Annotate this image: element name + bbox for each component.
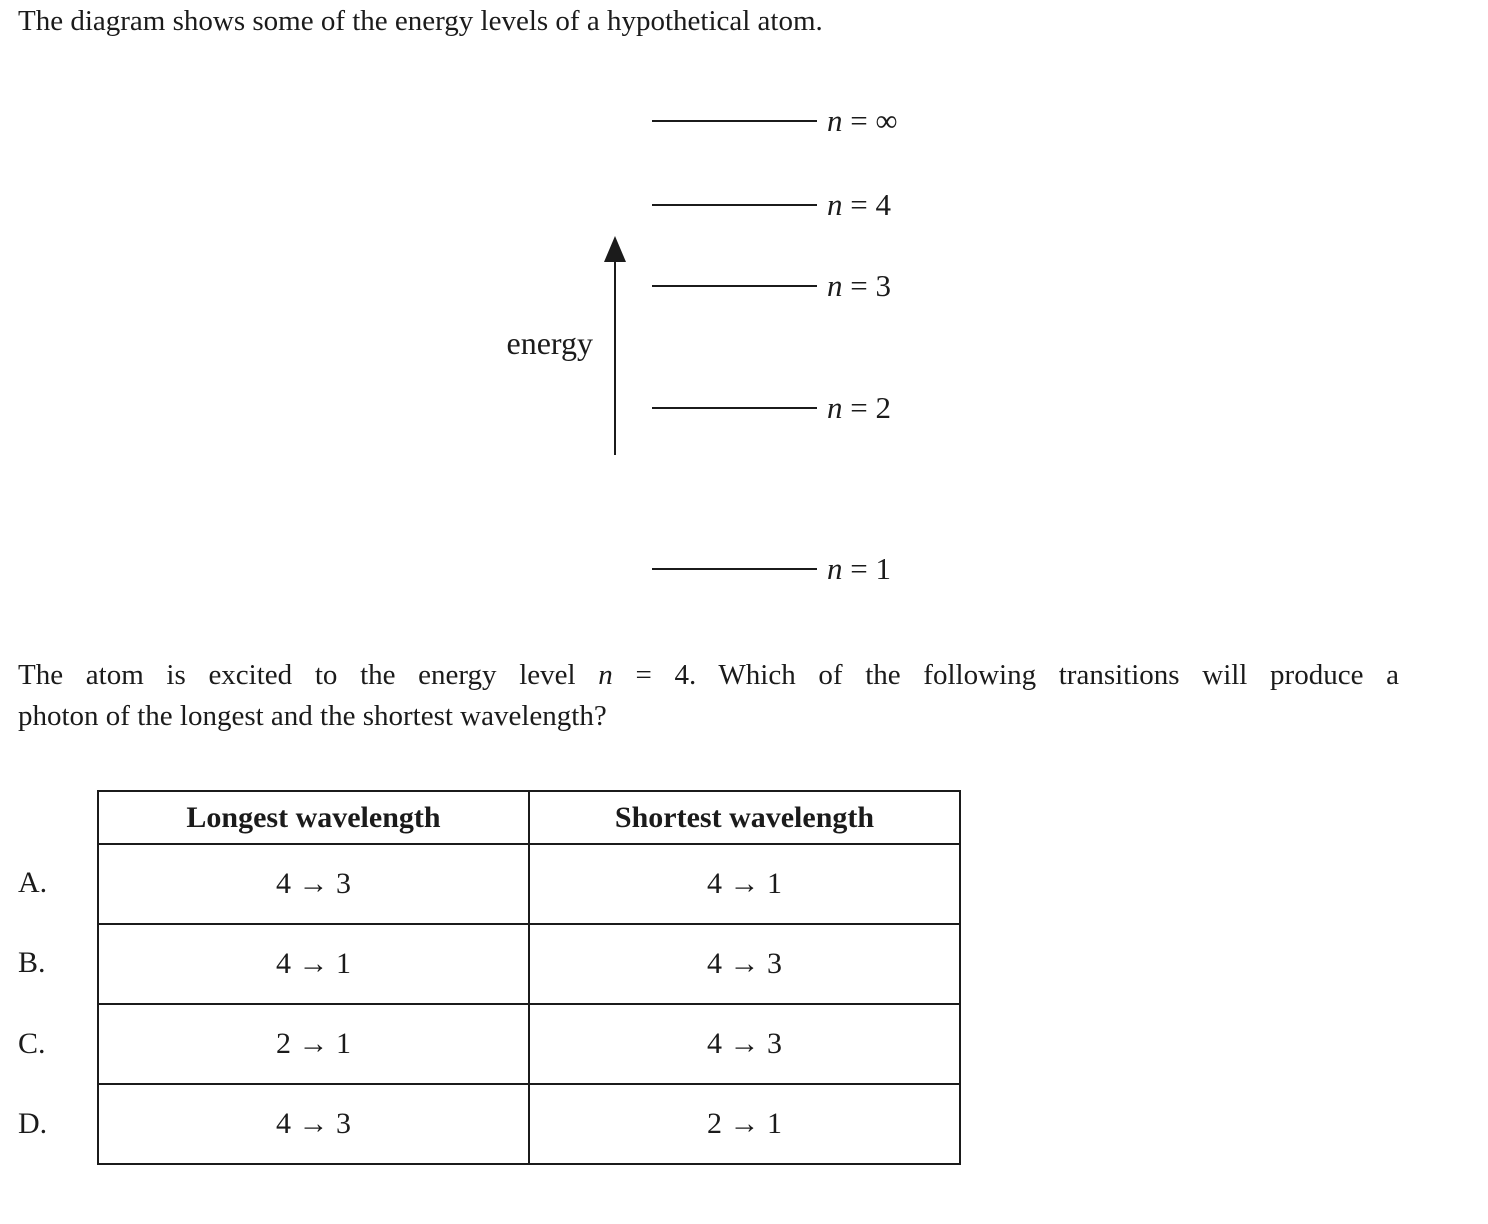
cell-d-shortest: 2 → 1 <box>529 1084 960 1164</box>
level-var: n <box>827 103 843 138</box>
level-var: n <box>827 187 843 222</box>
option-letter-c: C. <box>18 1027 46 1060</box>
level-line-2 <box>652 407 817 409</box>
energy-axis-label: energy <box>506 325 593 361</box>
options-table <box>97 790 961 1165</box>
level-label-3 <box>827 266 891 306</box>
question-pre: The atom is excited to the energy level <box>18 659 599 691</box>
question-text <box>18 655 1399 737</box>
level-value: = 2 <box>842 390 891 425</box>
cell-c-shortest: 4 → 3 <box>529 1004 960 1084</box>
level-value: = 1 <box>842 551 891 586</box>
table-row-a <box>98 844 960 924</box>
level-value: = 4 <box>842 187 891 222</box>
intro-text: The diagram shows some of the energy levels of a hypothetical atom. <box>18 5 823 37</box>
cell-d-longest: 4 → 3 <box>98 1084 529 1164</box>
column-header-longest: Longest wavelength <box>98 791 529 844</box>
cell-a-longest: 4 → 3 <box>98 844 529 924</box>
question-line-2: photon of the longest and the shortest wavelength? <box>18 700 607 732</box>
question-line-1 <box>18 655 1399 696</box>
up-arrowhead-icon <box>604 236 626 262</box>
level-var: n <box>827 551 843 586</box>
level-value: = 3 <box>842 268 891 303</box>
level-var: n <box>827 268 843 303</box>
level-value: = ∞ <box>842 103 898 138</box>
level-line-3 <box>652 285 817 287</box>
option-letter-d: D. <box>18 1107 48 1140</box>
option-letter-b: B. <box>18 946 46 979</box>
cell-b-shortest: 4 → 3 <box>529 924 960 1004</box>
level-label-2 <box>827 388 891 428</box>
level-line-infinity <box>652 120 817 122</box>
table-row-b <box>98 924 960 1004</box>
table-row-d <box>98 1084 960 1164</box>
table-header-row <box>98 791 960 844</box>
level-label-infinity <box>827 101 898 141</box>
table-row-c <box>98 1004 960 1084</box>
question-post: = 4. Which of the following transitions will produce a <box>612 659 1399 691</box>
option-letter-a: A. <box>18 866 48 899</box>
energy-axis-arrow <box>614 248 616 455</box>
level-line-1 <box>652 568 817 570</box>
level-var: n <box>827 390 843 425</box>
column-header-shortest: Shortest wavelength <box>529 791 960 844</box>
level-label-1 <box>827 549 891 589</box>
question-var: n <box>598 659 613 691</box>
cell-a-shortest: 4 → 1 <box>529 844 960 924</box>
cell-c-longest: 2 → 1 <box>98 1004 529 1084</box>
level-label-4 <box>827 185 891 225</box>
cell-b-longest: 4 → 1 <box>98 924 529 1004</box>
level-line-4 <box>652 204 817 206</box>
